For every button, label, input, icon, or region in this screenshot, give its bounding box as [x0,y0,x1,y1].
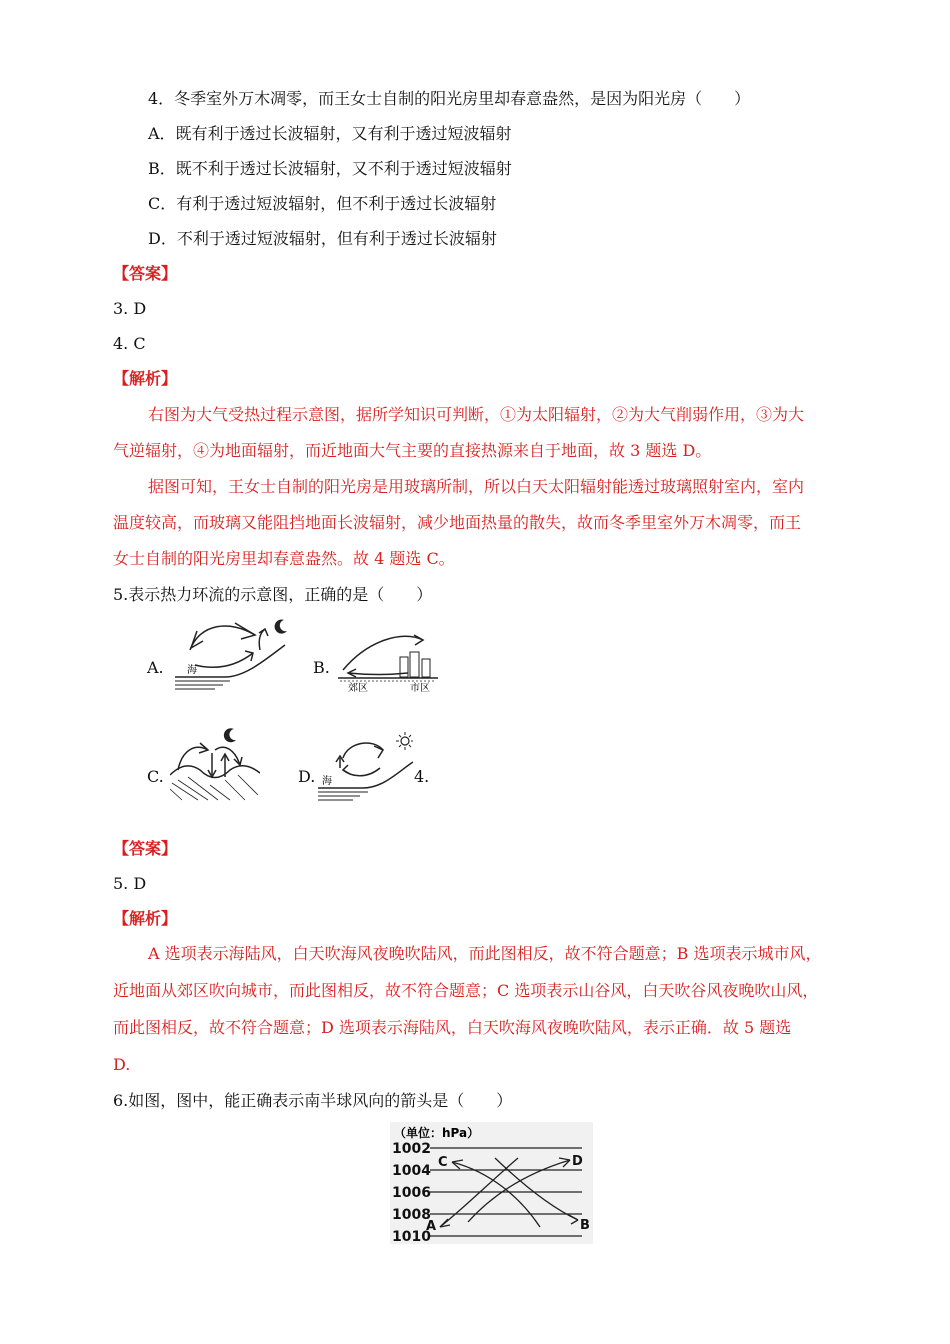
q5-option-a-label: A. [147,658,164,677]
arrow-label-c: C [438,1155,448,1170]
q5-figure-a-sea-label: 海 [187,665,197,676]
q5-figure-b-city-label: 市区 [410,683,430,693]
analysis-q34-line-4: 温度较高，而玻璃又能阻挡地面长波辐射，减少地面热量的散失，故而冬季里室外万木凋零，而王 [113,513,802,532]
isobar-label-1010: 1010 [392,1229,431,1244]
analysis-q34-line-5: 女士自制的阳光房里却春意盎然。故 4 题选 C。 [113,549,455,568]
analysis-heading-1: 【解析】 [113,369,178,388]
q4-option-c: C．有利于透过短波辐射，但不利于透过长波辐射 [148,194,497,213]
analysis-q34-line-1: 右图为大气受热过程示意图，据所学知识可判断，①为太阳辐射，②为大气削弱作用，③为大 [148,405,805,424]
q5-figure-a [175,615,290,693]
q5-figure-b [338,625,440,693]
answer-heading-2: 【答案】 [113,839,178,858]
analysis-q5-line-3: 而此图相反，故不符合题意；D 选项表示海陆风，白天吹海风夜晚吹陆风，表示正确．故 5 题选 [113,1018,792,1037]
isobar-label-1008: 1008 [392,1207,431,1223]
answer-q5: 5. D [113,874,147,893]
q4-option-a: A．既有利于透过长波辐射，又有利于透过短波辐射 [148,124,512,143]
q5-option-b-label: B. [313,658,330,677]
q5-option-c-label: C. [147,767,164,786]
isobar-label-1002: 1002 [392,1141,431,1157]
q6-isobar-figure [390,1122,593,1244]
isobar-label-1006: 1006 [392,1185,431,1201]
q4-option-b: B．既不利于透过长波辐射，又不利于透过短波辐射 [148,159,512,178]
analysis-heading-2: 【解析】 [113,909,178,928]
analysis-q5-line-4: D. [113,1055,131,1074]
q5-figure-d-sea-label: 海 [322,776,332,787]
arrow-label-d: D [572,1154,583,1169]
q5-option-d-label: D. [298,767,316,786]
q5-stem: 5.表示热力环流的示意图，正确的是（ ） [113,585,433,604]
analysis-q34-line-2: 气逆辐射，④为地面辐射，而近地面大气主要的直接热源来自于地面，故 3 题选 D。 [113,441,712,460]
analysis-q34-line-3: 据图可知，王女士自制的阳光房是用玻璃所制，所以白天太阳辐射能透过玻璃照射室内，室内 [148,477,805,496]
q5-trailing-label: 4. [414,767,430,786]
analysis-q5-line-2: 近地面从郊区吹向城市，而此图相反，故不符合题意；C 选项表示山谷风，白天吹谷风夜晚吹山风， [113,981,819,1000]
q5-figure-d [318,730,413,805]
answer-heading-1: 【答案】 [113,264,178,283]
q5-figure-c [170,725,260,805]
q5-figure-b-suburb-label: 郊区 [348,683,368,693]
arrow-label-b: B [580,1218,590,1233]
q4-option-d: D．不利于透过短波辐射，但有利于透过长波辐射 [148,229,497,248]
answer-q4: 4. C [113,334,146,353]
q6-unit-label: （单位：hPa） [394,1126,480,1140]
analysis-q5-line-1: A 选项表示海陆风，白天吹海风夜晚吹陆风，而此图相反，故不符合题意；B 选项表示城市风， [148,944,822,963]
q4-stem: 4．冬季室外万木凋零，而王女士自制的阳光房里却春意盎然，是因为阳光房（ ） [148,89,751,108]
q6-stem: 6.如图，图中，能正确表示南半球风向的箭头是（ ） [113,1091,513,1110]
arrow-label-a: A [426,1219,437,1234]
answer-q3: 3. D [113,299,147,318]
isobar-label-1004: 1004 [392,1163,431,1179]
